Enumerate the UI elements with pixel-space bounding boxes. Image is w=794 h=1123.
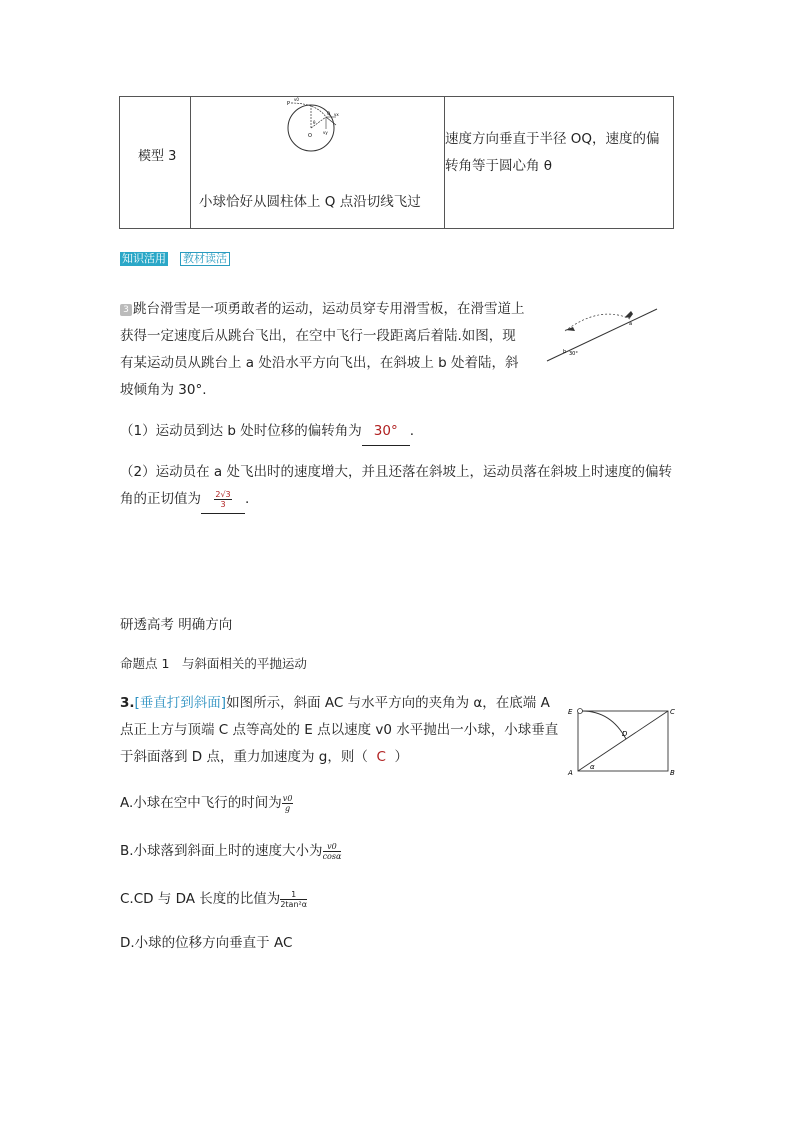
q2-answer-den: 3 bbox=[220, 499, 226, 509]
cylinder-figure bbox=[286, 97, 356, 157]
fig-label-angle: 30° bbox=[569, 351, 578, 357]
opt-c-prefix: C.CD 与 DA 长度的比值为 bbox=[120, 891, 281, 907]
q1-answer: 30° bbox=[362, 418, 410, 446]
opt-a-num: v0 bbox=[282, 793, 293, 803]
opt-b-prefix: B.小球落到斜面上时的速度大小为 bbox=[120, 843, 323, 859]
fig-label-e: E bbox=[568, 708, 573, 716]
section-subtitle: 命题点 1 与斜面相关的平抛运动 bbox=[120, 656, 307, 671]
ski-problem-stem bbox=[120, 296, 525, 404]
label-q: Q bbox=[327, 111, 331, 116]
q3-option-a bbox=[120, 790, 293, 817]
q2-prefix: （2）运动员在 a 处飞出时的速度增大，并且还落在斜坡上，运动员落在斜坡上时速度的偏转角的正切值为 bbox=[120, 464, 672, 507]
q3-stem-text: 如图所示，斜面 AC 与水平方向的夹角为 α，在底端 A 点正上方与顶端 C 点等高处的 E 点以速度 v0 水平抛出一小球，小球垂直于斜面落到 D 点，重力加速度为 g，则（ bbox=[120, 695, 559, 765]
opt-b-num: v0 bbox=[323, 842, 342, 852]
label-theta: θ bbox=[313, 120, 316, 125]
model-table bbox=[119, 96, 674, 229]
table-cell-conclusion bbox=[445, 97, 673, 228]
q2-answer bbox=[201, 486, 245, 514]
label-v0: v0 bbox=[294, 97, 299, 102]
fig-label-c: C bbox=[670, 708, 675, 716]
ski-q2 bbox=[120, 459, 675, 514]
fig-label-a: A bbox=[568, 769, 573, 777]
q3-option-c bbox=[120, 886, 307, 913]
q3-number: 3. bbox=[120, 695, 135, 711]
fig-label-a: a bbox=[629, 321, 633, 327]
label-vy: vy bbox=[323, 130, 328, 135]
q3-stem-end: ） bbox=[394, 749, 408, 765]
q2-suffix: . bbox=[245, 491, 250, 507]
ski-stem-text: 跳台滑雪是一项勇敢者的运动，运动员穿专用滑雪板，在滑雪道上获得一定速度后从跳台飞出，在空中飞行一段距离后着陆.如图，现有某运动员从跳台上 a 处沿水平方向飞出，在斜坡上 b 处着陆，斜坡倾角为 30°. bbox=[120, 301, 525, 398]
conclusion-text: 速度方向垂直于半径 OQ，速度的偏转角等于圆心角 θ bbox=[445, 131, 660, 174]
q3-answer: C bbox=[376, 749, 386, 765]
ski-q1 bbox=[120, 418, 414, 446]
label-o: O bbox=[308, 133, 312, 139]
ski-slope-figure bbox=[545, 303, 660, 363]
fig-label-b: b bbox=[563, 349, 567, 355]
q3-option-d: D.小球的位移方向垂直于 AC bbox=[120, 935, 293, 951]
section-title: 研透高考 明确方向 bbox=[120, 617, 233, 633]
label-vx: vx bbox=[334, 112, 339, 117]
q1-prefix: （1）运动员到达 b 处时位移的偏转角为 bbox=[120, 423, 362, 439]
fig-label-b: B bbox=[670, 769, 675, 777]
opt-a-prefix: A.小球在空中飞行的时间为 bbox=[120, 795, 282, 811]
incline-figure bbox=[566, 703, 678, 779]
table-cell-label bbox=[120, 97, 191, 228]
fig-label-alpha: α bbox=[590, 763, 595, 771]
scenario-text: 小球恰好从圆柱体上 Q 点沿切线飞过 bbox=[199, 194, 421, 210]
q3-option-b bbox=[120, 838, 341, 865]
row-label: 模型 3 bbox=[138, 149, 177, 164]
opt-b-den: cosα bbox=[322, 851, 342, 861]
tag-textbook: 教材读活 bbox=[180, 252, 230, 266]
q3-tag: [垂直打到斜面] bbox=[134, 695, 227, 711]
opt-c-num: 1 bbox=[280, 890, 307, 900]
opt-c-den: 2tan²α bbox=[280, 899, 307, 909]
q1-suffix: . bbox=[409, 423, 415, 439]
problem-number-icon: 3 bbox=[120, 304, 132, 316]
q2-answer-num: 2√3 bbox=[215, 489, 231, 499]
q3-stem bbox=[120, 690, 565, 771]
fig-label-d: D bbox=[622, 730, 628, 738]
label-p: P bbox=[287, 101, 291, 107]
tag-knowledge: 知识活用 bbox=[122, 252, 166, 265]
opt-a-den: g bbox=[285, 803, 291, 813]
table-cell-scenario bbox=[191, 97, 445, 228]
